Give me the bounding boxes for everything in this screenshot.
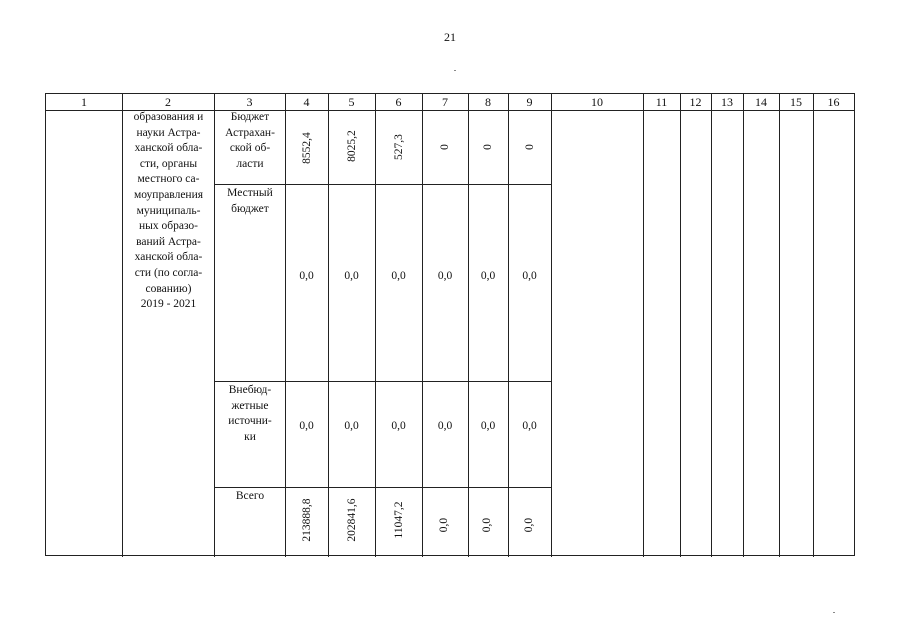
column-divider xyxy=(743,94,744,557)
value-cell: 0,0 xyxy=(391,420,406,432)
scan-speck xyxy=(454,70,456,71)
executor-line: ваний Астра- xyxy=(136,235,201,248)
source-line: Астрахан- xyxy=(225,126,275,139)
value-cell: 0,0 xyxy=(438,517,450,533)
column-divider xyxy=(779,94,780,557)
value-cell: 0,0 xyxy=(480,420,496,432)
value-cell: 213888,8 xyxy=(301,498,313,542)
executor-line: моуправления xyxy=(133,188,204,201)
source-line: Местный xyxy=(227,187,273,199)
value-cell: 0,0 xyxy=(344,270,359,282)
column-divider xyxy=(680,94,681,557)
header-cell: 1 xyxy=(81,95,87,109)
value-cell: 0,0 xyxy=(299,270,314,282)
executor-line: ханской обла- xyxy=(134,251,203,264)
value-cell: 8025,2 xyxy=(346,130,358,162)
executor-cell xyxy=(123,110,214,313)
budget-table xyxy=(45,93,855,556)
row-divider xyxy=(214,184,552,185)
executor-line: образования и xyxy=(133,111,204,123)
value-cell: 0,0 xyxy=(522,420,537,432)
source-line: ки xyxy=(244,430,256,443)
scan-speck xyxy=(833,612,835,613)
value-cell: 11047,2 xyxy=(393,501,405,539)
value-cell: 0 xyxy=(482,144,494,150)
executor-line: науки Астра- xyxy=(136,126,201,139)
value-cell: 527,3 xyxy=(393,134,405,160)
header-cell: 3 xyxy=(246,95,253,109)
value-cell: 0,0 xyxy=(480,270,496,282)
executor-line: сти (по согла- xyxy=(134,266,203,279)
source-cell-total xyxy=(215,489,285,505)
header-cell: 5 xyxy=(348,95,355,109)
source-line: источни- xyxy=(228,415,272,428)
header-cell: 15 xyxy=(790,95,802,109)
source-line: ласти xyxy=(236,157,264,170)
header-cell: 13 xyxy=(721,95,733,109)
value-cell: 0,0 xyxy=(391,270,406,282)
value-cell: 0,0 xyxy=(437,270,453,282)
header-cell: 6 xyxy=(395,95,402,109)
source-cell-extrabudget xyxy=(215,383,285,445)
row-divider xyxy=(214,487,552,488)
header-cell: 9 xyxy=(526,95,533,109)
source-line: жетные xyxy=(231,399,269,412)
column-divider xyxy=(813,94,814,557)
header-cell: 16 xyxy=(827,95,840,109)
executor-line: ханской обла- xyxy=(134,142,203,155)
source-line: Всего xyxy=(235,490,265,502)
row-divider xyxy=(214,381,552,382)
value-cell: 8552,4 xyxy=(301,132,313,164)
page-number: 21 xyxy=(444,30,456,44)
value-cell: 0,0 xyxy=(481,517,493,533)
source-line: ской об- xyxy=(229,142,271,155)
executor-line: 2019 - 2021 xyxy=(140,298,197,311)
header-cell: 10 xyxy=(591,95,603,109)
executor-line: сти, органы xyxy=(139,157,198,170)
executor-line: ных образо- xyxy=(138,220,199,233)
header-cell: 2 xyxy=(165,95,171,109)
source-line: бюджет xyxy=(231,202,269,215)
header-cell: 14 xyxy=(755,95,767,109)
source-cell-regional xyxy=(215,110,285,172)
header-cell: 11 xyxy=(655,95,668,109)
header-cell: 8 xyxy=(485,95,491,109)
executor-line: сованию) xyxy=(145,282,192,295)
value-cell: 0,0 xyxy=(523,517,535,533)
executor-line: муниципаль- xyxy=(136,204,201,217)
value-cell: 0 xyxy=(439,144,451,150)
value-cell: 0,0 xyxy=(437,420,453,432)
executor-line: местного са- xyxy=(137,173,200,186)
source-line: Внебюд- xyxy=(228,384,272,396)
column-divider xyxy=(643,94,644,557)
source-line: Бюджет xyxy=(230,111,270,123)
header-cell: 7 xyxy=(442,95,448,109)
value-cell: 0,0 xyxy=(522,270,537,282)
column-divider xyxy=(711,94,712,557)
value-cell: 0 xyxy=(523,144,536,150)
header-cell: 4 xyxy=(303,95,310,109)
value-cell: 0,0 xyxy=(344,420,359,432)
value-cell: 0,0 xyxy=(299,420,314,432)
header-cell: 12 xyxy=(689,95,702,109)
source-cell-local xyxy=(215,186,285,217)
value-cell: 202841,6 xyxy=(346,498,358,542)
